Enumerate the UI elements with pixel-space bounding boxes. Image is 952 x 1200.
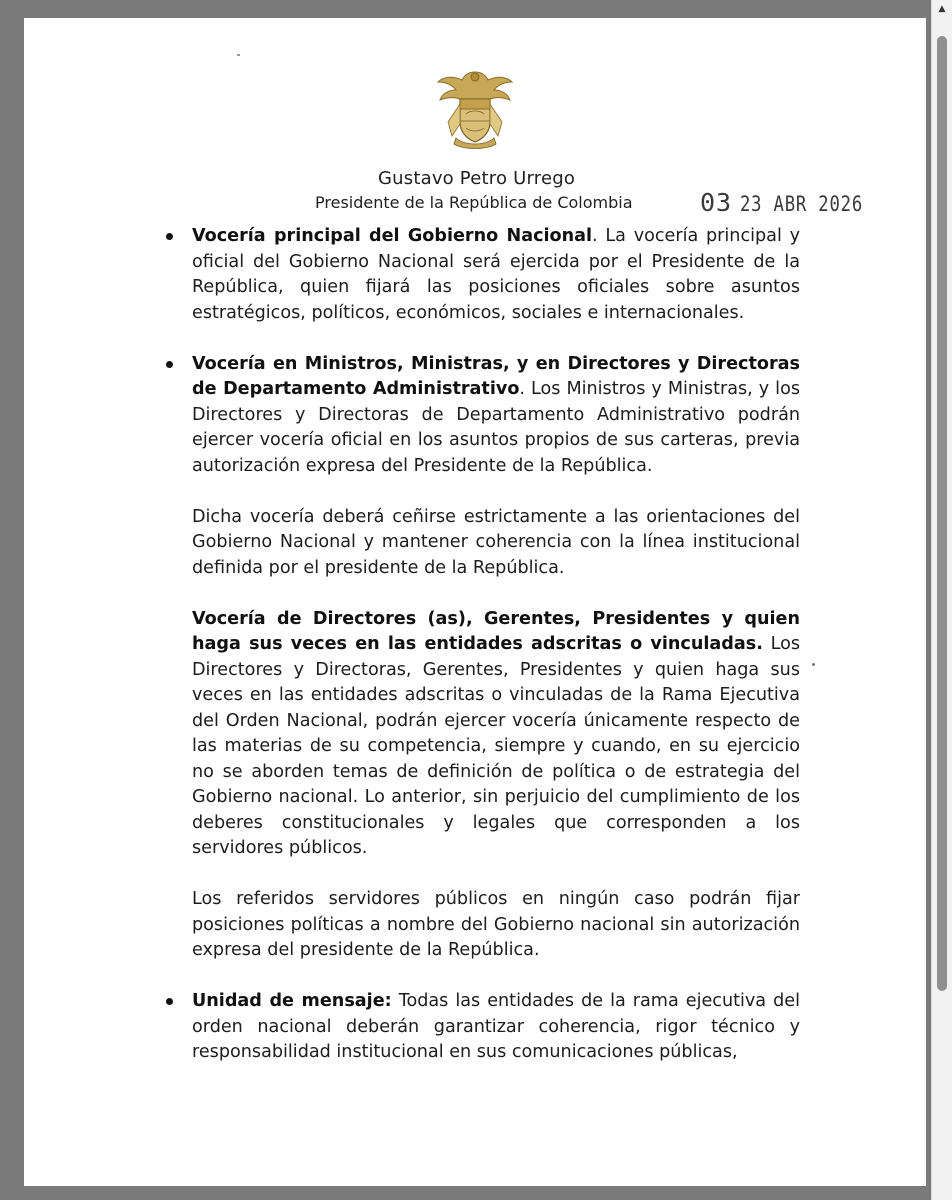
document-body <box>192 224 800 1091</box>
chevron-up-icon[interactable]: ▲ <box>938 4 946 14</box>
document-page <box>24 18 926 1186</box>
paragraph-heading: Vocería principal del Gobierno Nacional <box>192 226 593 246</box>
scrollbar-thumb[interactable] <box>937 36 947 991</box>
header-title: Presidente de la República de Colombia <box>315 193 633 212</box>
paragraph-text: . Los Ministros y Ministras, y los Directores y Directoras de Departamento Administrativo podrán ejercer vocería oficial en los asuntos propios de sus carteras, previa autorización expresa del Presidente de la República. <box>192 379 801 476</box>
header-name: Gustavo Petro Urrego <box>378 168 576 189</box>
bullet-paragraph-vocería-ministros <box>192 352 800 480</box>
paragraph-heading: Vocería de Directores (as), Gerentes, Presidentes y quien haga sus veces en las entidades adscritas o vinculadas. <box>192 608 800 654</box>
paragraph-text: . La vocería principal y oficial del Gobierno Nacional será ejercida por el Presidente de la República, quien fijará las posiciones oficiales sobre asuntos estratégicos, políticos, económicos, sociales e internacionales. <box>192 226 800 323</box>
paragraph-heading: Vocería en Ministros, Ministras, y en Directores y Directoras de Departamento Administrativo <box>192 353 800 399</box>
stamp-number: 03 <box>700 188 733 217</box>
bullet-paragraph-vocería-principal <box>192 224 800 326</box>
paragraph-vocería-directores <box>192 607 800 862</box>
scan-mark <box>812 663 815 666</box>
scan-speck <box>237 54 240 56</box>
paragraph-text: Dicha vocería deberá ceñirse estrictamente a las orientaciones del Gobierno Nacional y mantener coherencia con la línea institucional definida por el presidente de la República. <box>192 506 800 578</box>
vertical-scrollbar[interactable] <box>931 0 952 1200</box>
paragraph-dicha-vocería <box>192 505 800 582</box>
paragraph-text: Los Directores y Directoras, Gerentes, Presidentes y quien haga sus veces en las entidades adscritas o vinculadas de la Rama Ejecutiva del Orden Nacional, podrán ejercer vocería únicamente respecto de las materias de su competencia, siempre y cuando, en su ejercicio no se aborden temas de definición de política o de estrategia del Gobierno nacional. Lo anterior, sin perjuicio del cumplimiento de los deberes constitucionales y legales que corresponden a los servidores públicos. <box>192 634 801 858</box>
paragraph-text: Los referidos servidores públicos en ningún caso podrán fijar posiciones políticas a nombre del Gobierno nacional sin autorización expresa del presidente de la República. <box>192 889 800 960</box>
stamp-date: 23 ABR 2026 <box>740 192 864 216</box>
paragraph-text: Todas las entidades de la rama ejecutiva del orden nacional deberán garantizar coherencia, rigor técnico y responsabilidad institucional en sus comunicaciones públicas, <box>192 991 800 1062</box>
paragraph-servidores-públicos <box>192 887 800 964</box>
filing-stamp <box>700 188 890 217</box>
colombia-coat-of-arms-icon <box>436 66 514 150</box>
paragraph-heading: Unidad de mensaje: <box>192 991 392 1011</box>
bullet-paragraph-unidad-de-mensaje <box>192 989 800 1066</box>
